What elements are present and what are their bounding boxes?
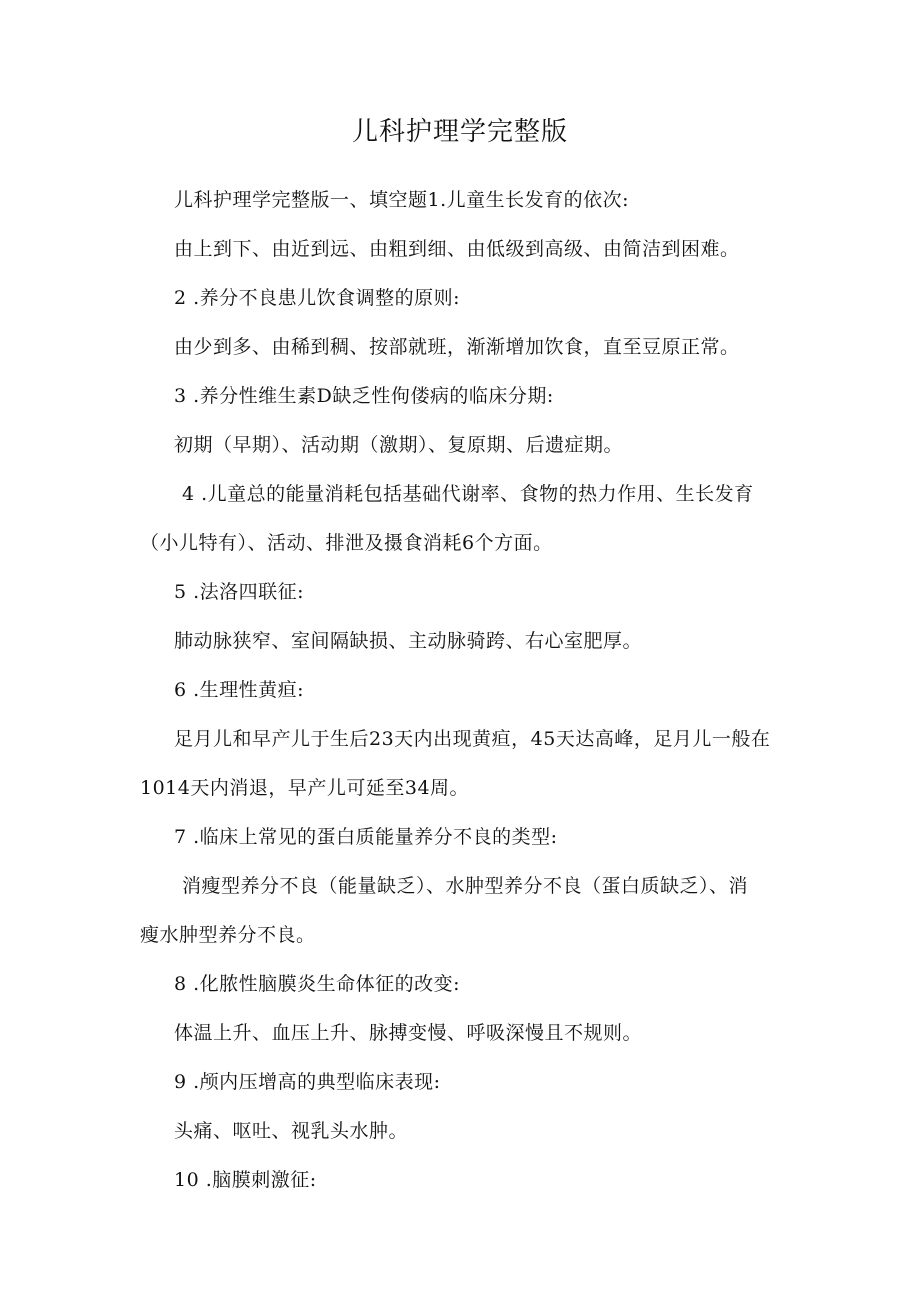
paragraph-line: （小儿特有）、活动、排泄及摄食消耗6个方面。 — [140, 532, 553, 554]
paragraph-line: 8 .化脓性脑膜炎生命体征的改变: — [174, 973, 461, 995]
paragraph-line: 10 .脑膜刺激征: — [174, 1169, 317, 1191]
paragraph-line: 消瘦型养分不良（能量缺乏）、水肿型养分不良（蛋白质缺乏）、消 — [182, 875, 749, 897]
paragraph-line: 6 .生理性黄疸: — [174, 679, 305, 701]
paragraph-line: 儿科护理学完整版一、填空题1.儿童生长发育的依次: — [174, 189, 630, 211]
paragraph-line: 肺动脉狭窄、室间隔缺损、主动脉骑跨、右心室肥厚。 — [174, 630, 643, 652]
paragraph-line: 由上到下、由近到远、由粗到细、由低级到高级、由简洁到困难。 — [174, 238, 740, 260]
paragraph-line: 7 .临床上常见的蛋白质能量养分不良的类型: — [174, 826, 558, 848]
paragraph-line: 9 .颅内压增高的典型临床表现: — [174, 1071, 441, 1093]
paragraph-line: 体温上升、血压上升、脉搏变慢、呼吸深慢且不规则。 — [174, 1022, 643, 1044]
paragraph-line: 足月儿和早产儿于生后23天内出现黄疸，45天达高峰，足月儿一般在 — [174, 728, 771, 750]
paragraph-line: 头痛、呕吐、视乳头水肿。 — [174, 1120, 409, 1142]
document-title: 儿科护理学完整版 — [351, 117, 568, 147]
paragraph-line: 2 .养分不良患儿饮食调整的原则: — [174, 287, 461, 309]
paragraph-line: 瘦水肿型养分不良。 — [140, 924, 316, 946]
paragraph-line: 初期（早期）、活动期（激期）、复原期、后遗症期。 — [174, 434, 624, 456]
paragraph-line: 1014天内消退，早产儿可延至34周。 — [140, 777, 470, 799]
paragraph-line: 由少到多、由稀到稠、按部就班，渐渐增加饮食，直至豆原正常。 — [174, 336, 740, 358]
paragraph-line: 3 .养分性维生素D缺乏性佝偻病的临床分期: — [174, 385, 554, 407]
paragraph-line: 5 .法洛四联征: — [174, 581, 305, 603]
paragraph-line: 4 .儿童总的能量消耗包括基础代谢率、食物的热力作用、生长发育 — [182, 483, 754, 505]
